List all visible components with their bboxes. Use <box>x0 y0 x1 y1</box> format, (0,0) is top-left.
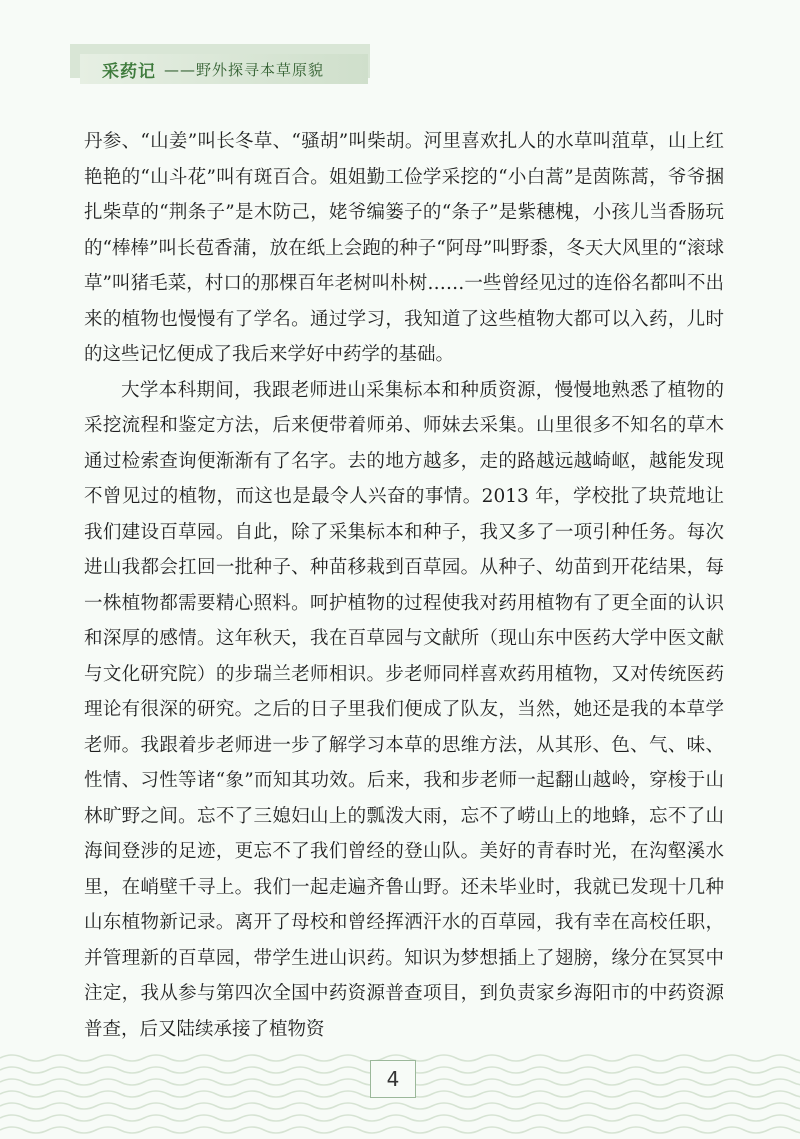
book-title: 采药记 <box>102 61 156 82</box>
running-header <box>70 44 370 84</box>
book-subtitle: ——野外探寻本草原貌 <box>164 60 325 79</box>
page-number-text: 4 <box>386 1067 400 1091</box>
header-tab <box>80 54 368 84</box>
paragraph: 大学本科期间，我跟老师进山采集标本和种质资源，慢慢地熟悉了植物的采挖流程和鉴定方法，后来便带着师弟、师妹去采集。山里很多不知名的草木通过检索查询便渐渐有了名字。去的地方越多，走的路越远越崎岖，越能发现不曾见过的植物，而这也是最令人兴奋的事情。2013 年，学校批了块荒地让我们建设百草园。自此，除了采集标本和种子，我又多了一项引种任务。每次进山我都会扛回一批种子、种苗移栽到百草园。从种子、幼苗到开花结果，每一株植物都需要精心照料。呵护植物的过程使我对药用植物有了更全面的认识和深厚的感情。这年秋天，我在百草园与文献所（现山东中医药大学中医文献与文化研究院）的步瑞兰老师相识。步老师同样喜欢药用植物，又对传统医药理论有很深的研究。之后的日子里我们便成了队友，当然，她还是我的本草学老师。我跟着步老师进一步了解学习本草的思维方法，从其形、色、气、味、性情、习性等诸“象”而知其功效。后来，我和步老师一起翻山越岭，穿梭于山林旷野之间。忘不了三媳妇山上的瓢泼大雨，忘不了崂山上的地蜂，忘不了山海间登涉的足迹，更忘不了我们曾经的登山队。美好的青春时光，在沟壑溪水里，在峭壁千寻上。我们一起走遍齐鲁山野。还未毕业时，我就已发现十几种山东植物新记录。离开了母校和曾经挥洒汗水的百草园，我有幸在高校任职，并管理新的百草园，带学生进山识药。知识为梦想插上了翅膀，缘分在冥冥中注定，我从参与第四次全国中药资源普查项目，到负责家乡海阳市的中药资源普查，后又陆续承接了植物资 <box>84 379 724 1040</box>
body-text <box>84 124 724 1047</box>
paragraph-continued: 丹参、“山姜”叫长冬草、“骚胡”叫柴胡。河里喜欢扎人的水草叫菹草，山上红艳艳的“山斗花”叫有斑百合。姐姐勤工俭学采挖的“小白蒿”是茵陈蒿，爷爷捆扎柴草的“荆条子”是木防己，姥爷编篓子的“条子”是紫穗槐，小孩儿当香肠玩的“棒棒”叫长苞香蒲，放在纸上会跑的种子“阿母”叫野黍，冬天大风里的“滚球草”叫猪毛菜，村口的那棵百年老树叫朴树……一些曾经见过的连俗名都叫不出来的植物也慢慢有了学名。通过学习，我知道了这些植物大都可以入药，儿时的这些记忆便成了我后来学好中药学的基础。 <box>84 131 724 365</box>
page-number <box>370 1060 416 1098</box>
